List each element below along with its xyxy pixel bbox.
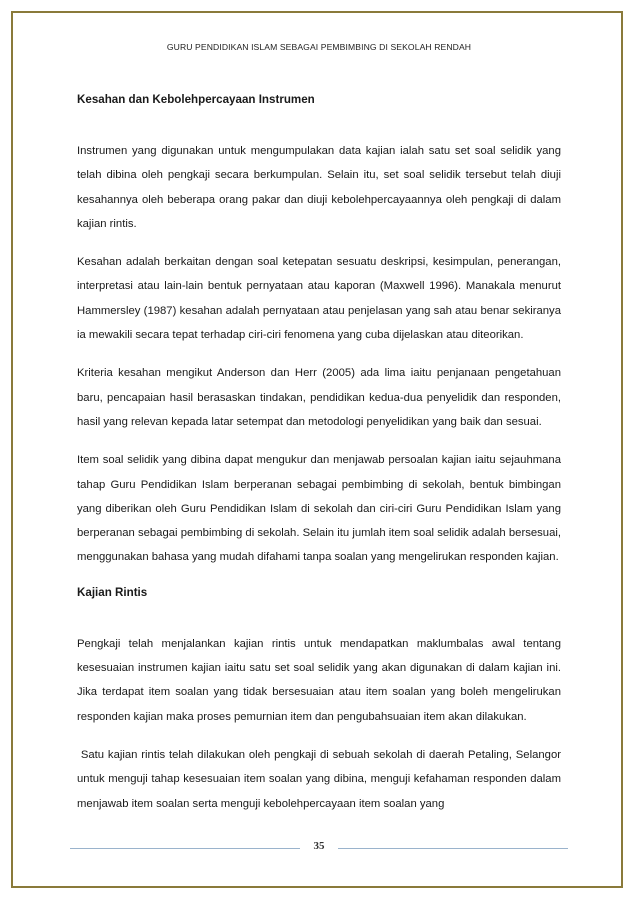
page-number: 35 xyxy=(313,840,325,852)
page-content xyxy=(77,92,565,830)
paragraph: Kesahan adalah berkaitan dengan soal ketepatan sesuatu deskripsi, kesimpulan, penerangan, interpretasi atau lain-lain bentuk pernyataan atau kaporan (Maxwell 1996). Manakala menurut Hammersley (1987) kesahan adalah pernyataan atau penjelasan yang sah atau benar sekiranya ia mewakili secara tepat terhadap ciri-ciri fenomena yang cuba dijelaskan atau diteorikan. xyxy=(77,256,561,342)
footer-rule-right xyxy=(338,848,568,849)
paragraph: Instrumen yang digunakan untuk mengumpulakan data kajian ialah satu set soal selidik yang telah dibina oleh pengkaji secara berkumpulan. Selain itu, set soal selidik tersebut telah diuji kesahannya oleh beberapa orang pakar dan diuji kebolehpercayaannya oleh pengkaji di dalam kajian rintis. xyxy=(77,145,561,230)
paragraph: Item soal selidik yang dibina dapat mengukur dan menjawab persoalan kajian iaitu sejauhmana tahap Guru Pendidikan Islam berperanan sebagai pembimbing di sekolah, bentuk bimbingan yang diberikan oleh Guru Pendidikan Islam di sekolah dan ciri-ciri Guru Pendidikan Islam yang berperanan sebagai pembimbing di sekolah. Selain itu jumlah item soal selidik adalah bersesuai, menggunakan bahasa yang mudah difahami tanpa soalan yang mengelirukan responden kajian. xyxy=(77,454,561,564)
section-heading-kajian-rintis: Kajian Rintis xyxy=(77,585,148,599)
paragraph: Kriteria kesahan mengikut Anderson dan Herr (2005) ada lima iaitu penjanaan pengetahuan baru, pencapaian hasil berasaskan tindakan, pendidikan kedua-dua penyelidik dan responden, hasil yang relevan kepada latar setempat dan metodologi penyelidikan yang baik dan sesuai. xyxy=(77,367,561,428)
paragraph: Pengkaji telah menjalankan kajian rintis untuk mendapatkan maklumbalas awal tentang kesesuaian instrumen kajian iaitu satu set soal selidik yang akan digunakan di dalam kajian ini. Jika terdapat item soalan yang tidak bersesuaian atau item soalan yang boleh mengelirukan responden kajian maka proses pemurnian item dan pengubahsuaian item akan dilakukan. xyxy=(77,637,561,723)
footer-rule-left xyxy=(70,848,300,849)
section-heading-kesahan: Kesahan dan Kebolehpercayaan Instrumen xyxy=(77,93,315,106)
running-header: GURU PENDIDIKAN ISLAM SEBAGAI PEMBIMBING DI SEKOLAH RENDAH xyxy=(166,42,472,52)
paragraph: Satu kajian rintis telah dilakukan oleh pengkaji di sebuah sekolah di daerah Petaling, Selangor untuk menguji tahap kesesuaian item soalan yang dibina, menguji kefahaman responden dalam menjawab item soalan serta menguji kebolehpercayaan item soalan yang xyxy=(77,748,565,810)
